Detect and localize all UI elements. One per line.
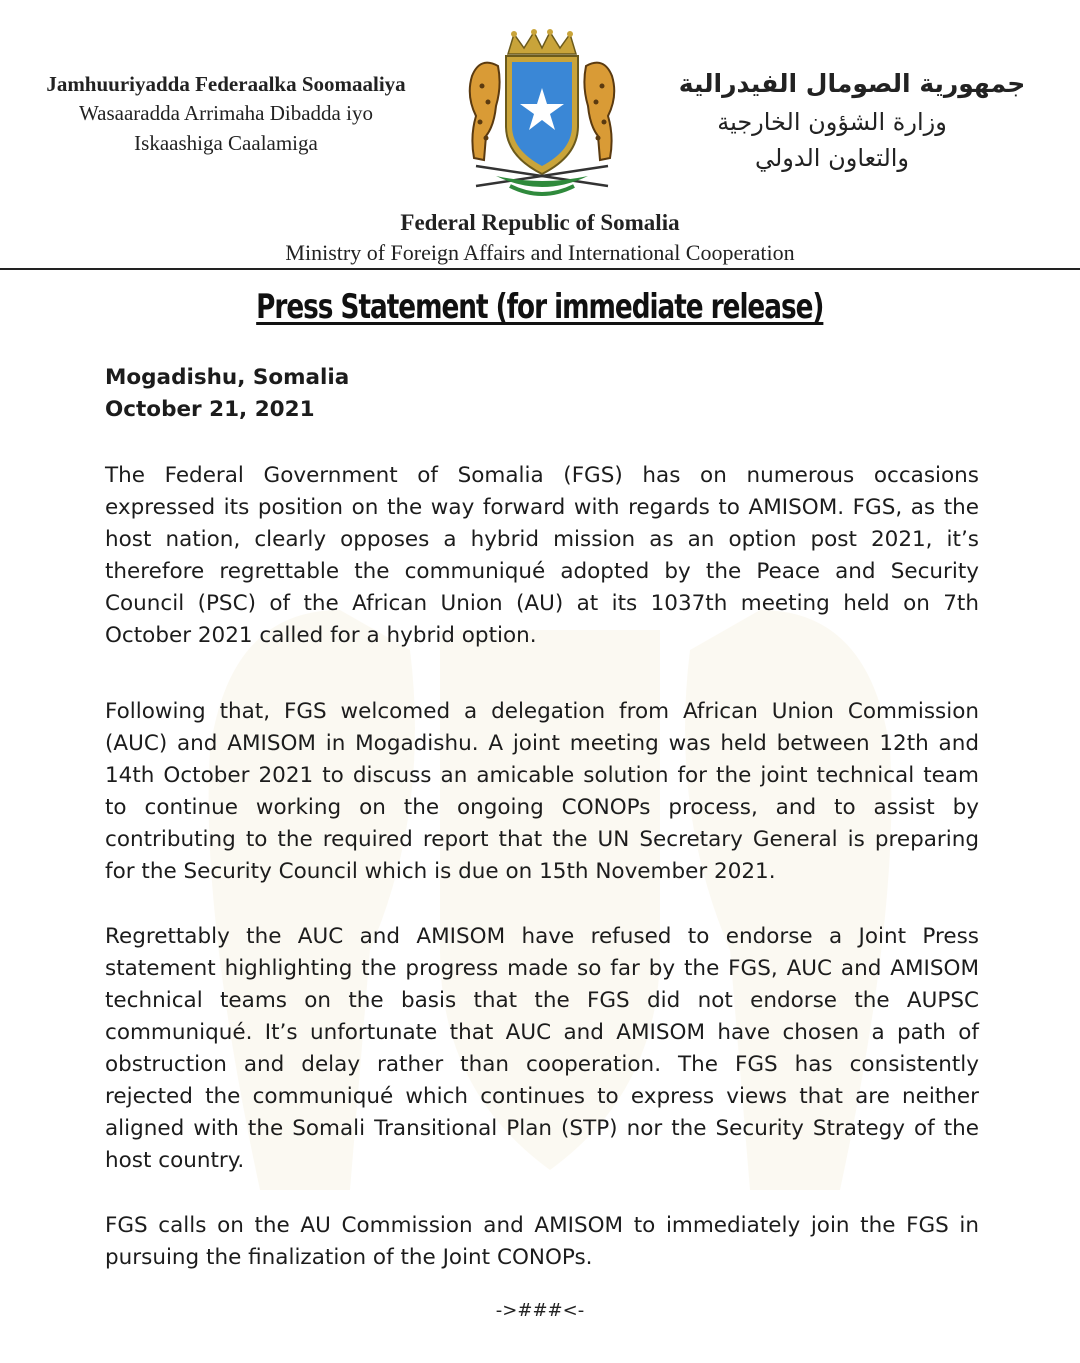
end-mark: ->###<- xyxy=(495,1300,585,1321)
arabic-line-3: والتعاون الدولي xyxy=(754,144,910,172)
somali-line-1: Jamhuuriyadda Federaalka Soomaaliya xyxy=(46,72,406,96)
somali-line-3: Iskaashiga Caalamiga xyxy=(134,131,318,155)
header-divider xyxy=(0,268,1080,270)
somali-line-2: Wasaaradda Arrimaha Dibadda iyo xyxy=(79,101,373,125)
coat-of-arms-icon xyxy=(436,26,648,204)
paragraph-4: FGS calls on the AU Commission and AMISOM to immediately join the FGS in pursuing the finalization of the Joint CONOPs. xyxy=(105,1213,979,1270)
letterhead-arabic xyxy=(632,64,1072,176)
paragraph-3: Regrettably the AUC and AMISOM have refused to endorse a Joint Press statement highlighting the progress made so far by the FGS, AUC and AMISOM technical teams on the basis that the FGS did not endorse the AUPSC communiqué. It’s unfortunate that AUC and AMISOM have chosen a path of obstruction and delay rather than cooperation. The FGS has consistently rejected the communiqué which continues to express views that are neither aligned with the Somali Transitional Plan (STP) nor the Security Strategy of the host country. xyxy=(105,924,979,1173)
paragraph-1: The Federal Government of Somalia (FGS) has on numerous occasions expressed its position on the way forward with regards to AMISOM. FGS, as the host nation, clearly opposes a hybrid mission as an option post 2021, it’s therefore regrettable the communiqué adopted by the Peace and Security Council (PSC) of the African Union (AU) at its 1037th meeting held on 7th October 2021 called for a hybrid option. xyxy=(105,463,979,648)
ministry-name: Ministry of Foreign Affairs and International Cooperation xyxy=(285,240,795,265)
republic-name: Federal Republic of Somalia xyxy=(400,210,680,235)
document-title xyxy=(0,286,1080,328)
press-body xyxy=(105,362,979,1274)
document-title-text: Press Statement (for immediate release) xyxy=(256,287,824,327)
letterhead xyxy=(0,0,1080,272)
dateline-location: Mogadishu, Somalia xyxy=(105,365,350,390)
letterhead-english xyxy=(0,208,1080,268)
dateline-date: October 21, 2021 xyxy=(105,397,315,422)
arabic-line-1: جمهورية الصومال الفيدرالية xyxy=(678,69,1026,98)
arabic-line-2: وزارة الشؤون الخارجية xyxy=(717,108,947,136)
letterhead-somali xyxy=(14,70,438,158)
paragraph-2: Following that, FGS welcomed a delegation from African Union Commission (AUC) and AMISOM in Mogadishu. A joint meeting was held between 12th and 14th October 2021 to discuss an amicable solution for the joint technical team to continue working on the ongoing CONOPs process, and to assist by contributing to the required report that the UN Secretary General is preparing for the Security Council which is due on 15th November 2021. xyxy=(105,699,979,884)
